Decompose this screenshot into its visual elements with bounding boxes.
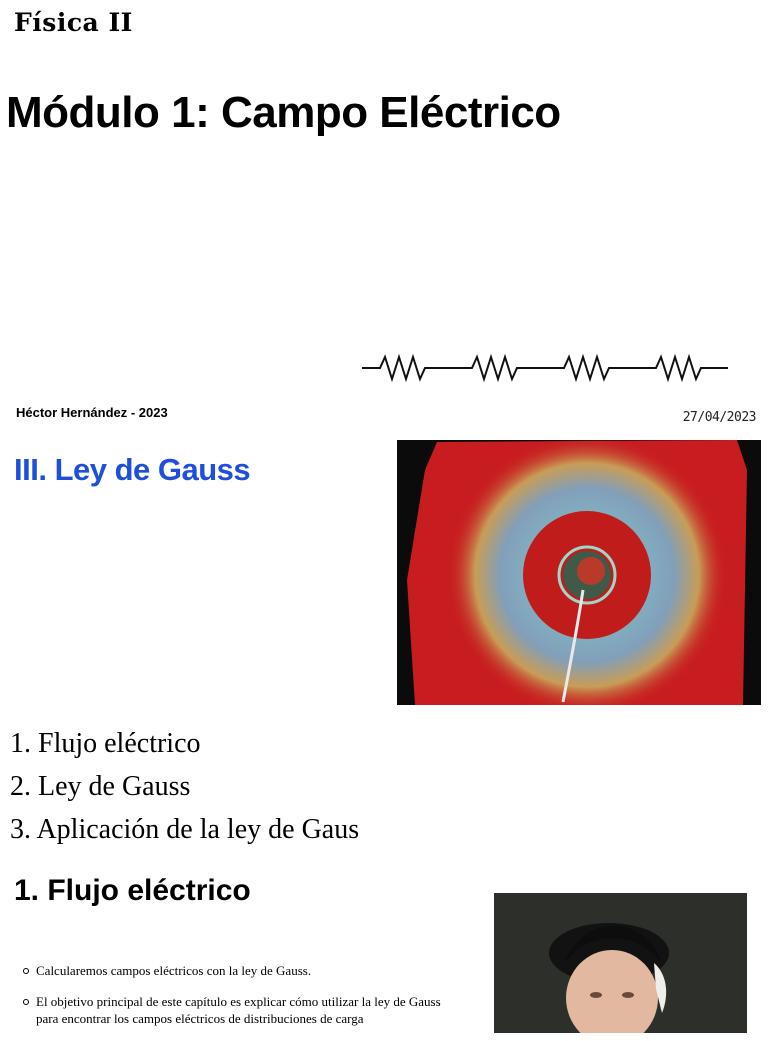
- section-title: III. Ley de Gauss: [14, 452, 251, 487]
- electric-field-photo: [397, 440, 761, 705]
- resistor-chain-icon: [362, 350, 730, 386]
- gauss-portrait-photo: [494, 893, 747, 1033]
- subsection-title: 1. Flujo eléctrico: [14, 874, 251, 907]
- author-line: Héctor Hernández - 2023: [16, 405, 168, 420]
- date-label: 27/04/2023: [682, 410, 756, 425]
- toc-item: 1. Flujo eléctrico: [10, 728, 201, 759]
- bullet-item: Calcularemos campos eléctricos con la ley de Gauss.: [22, 962, 442, 979]
- bullet-list: [22, 962, 442, 1041]
- bullet-item: El objetivo principal de este capítulo es explicar cómo utilizar la ley de Gauss para encontrar los campos eléctricos de distribuciones de carga: [22, 993, 442, 1027]
- table-of-contents: [10, 722, 359, 851]
- toc-item: 2. Ley de Gauss: [10, 771, 191, 802]
- toc-item: 3. Aplicación de la ley de Gaus: [10, 814, 360, 845]
- module-title: Módulo 1: Campo Eléctrico: [6, 88, 561, 137]
- course-title: Física II: [14, 8, 133, 37]
